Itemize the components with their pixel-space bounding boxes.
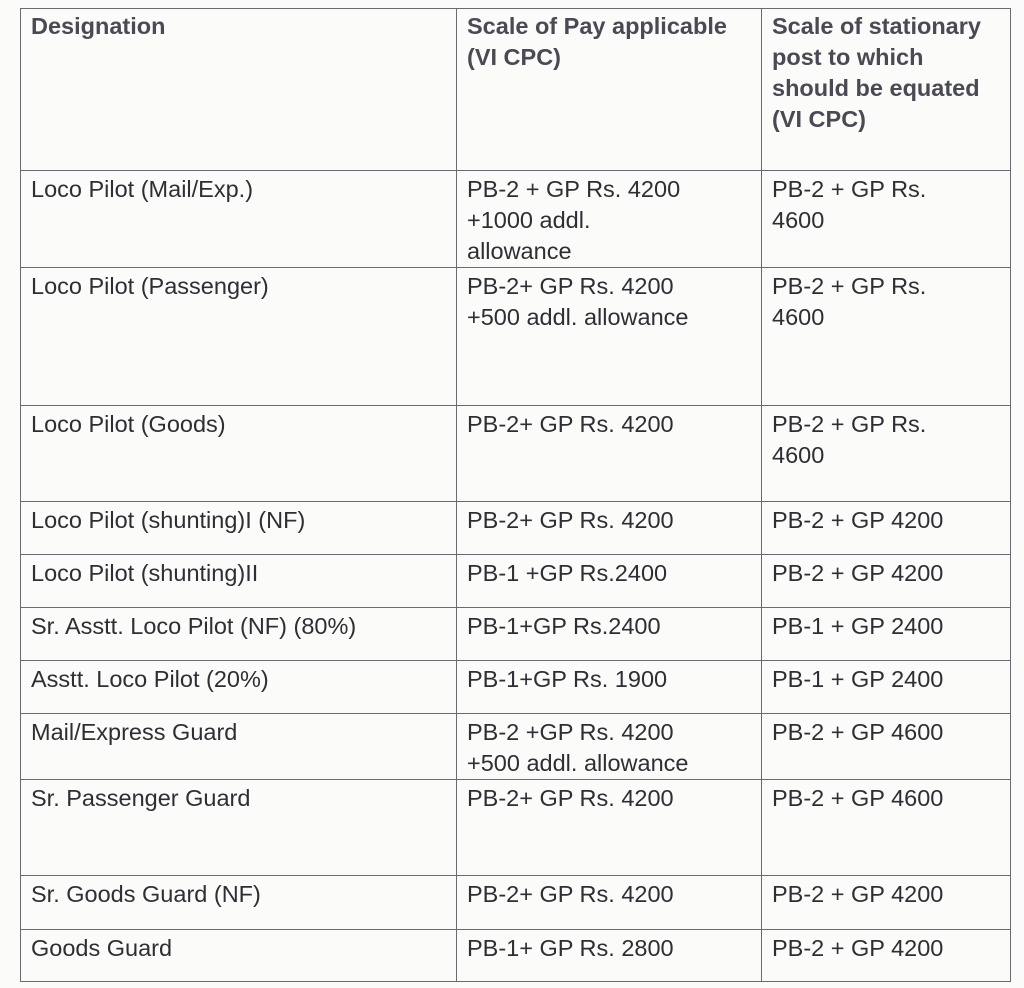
designation-cell: Mail/Express Guard: [21, 714, 457, 780]
header-designation: Designation: [21, 9, 457, 171]
table-row: [21, 555, 1011, 608]
stationary-post-cell: PB-2 + GP Rs. 4600: [762, 171, 1011, 268]
table-row: [21, 930, 1011, 982]
header-stationary-post: Scale of stationary post to which should be equated (VI CPC): [762, 9, 1011, 171]
table-row: [21, 171, 1011, 268]
pay-scale-cell: PB-1+ GP Rs. 2800: [457, 930, 762, 982]
designation-cell: Loco Pilot (Goods): [21, 406, 457, 502]
stationary-post-cell: PB-2 + GP 4200: [762, 502, 1011, 555]
stationary-post-cell: PB-2 + GP 4200: [762, 930, 1011, 982]
pay-scale-cell: PB-2 + GP Rs. 4200 +1000 addl. allowance: [457, 171, 762, 268]
pay-scale-cell: PB-2 +GP Rs. 4200 +500 addl. allowance: [457, 714, 762, 780]
designation-cell: Loco Pilot (Passenger): [21, 268, 457, 406]
designation-cell: Loco Pilot (shunting)II: [21, 555, 457, 608]
stationary-post-cell: PB-2 + GP Rs. 4600: [762, 406, 1011, 502]
table-row: [21, 268, 1011, 406]
stationary-post-cell: PB-2 + GP 4600: [762, 714, 1011, 780]
table-row: [21, 876, 1011, 930]
designation-cell: Loco Pilot (shunting)I (NF): [21, 502, 457, 555]
designation-cell: Sr. Goods Guard (NF): [21, 876, 457, 930]
stationary-post-cell: PB-2 + GP 4200: [762, 555, 1011, 608]
table-row: [21, 661, 1011, 714]
header-pay-scale: Scale of Pay applicable (VI CPC): [457, 9, 762, 171]
stationary-post-cell: PB-2 + GP 4600: [762, 780, 1011, 876]
pay-scale-cell: PB-2+ GP Rs. 4200: [457, 502, 762, 555]
pay-scale-cell: PB-2+ GP Rs. 4200: [457, 780, 762, 876]
stationary-post-cell: PB-1 + GP 2400: [762, 661, 1011, 714]
pay-scale-cell: PB-1 +GP Rs.2400: [457, 555, 762, 608]
table-row: [21, 714, 1011, 780]
header-row: [21, 9, 1011, 171]
pay-scale-table: [20, 8, 1011, 982]
stationary-post-cell: PB-2 + GP Rs. 4600: [762, 268, 1011, 406]
pay-scale-cell: PB-2+ GP Rs. 4200: [457, 406, 762, 502]
pay-scale-cell: PB-1+GP Rs.2400: [457, 608, 762, 661]
stationary-post-cell: PB-2 + GP 4200: [762, 876, 1011, 930]
table-row: [21, 780, 1011, 876]
designation-cell: Asstt. Loco Pilot (20%): [21, 661, 457, 714]
pay-scale-cell: PB-1+GP Rs. 1900: [457, 661, 762, 714]
designation-cell: Sr. Asstt. Loco Pilot (NF) (80%): [21, 608, 457, 661]
designation-cell: Sr. Passenger Guard: [21, 780, 457, 876]
table-row: [21, 502, 1011, 555]
pay-scale-cell: PB-2+ GP Rs. 4200 +500 addl. allowance: [457, 268, 762, 406]
designation-cell: Loco Pilot (Mail/Exp.): [21, 171, 457, 268]
table-row: [21, 608, 1011, 661]
designation-cell: Goods Guard: [21, 930, 457, 982]
stationary-post-cell: PB-1 + GP 2400: [762, 608, 1011, 661]
pay-scale-cell: PB-2+ GP Rs. 4200: [457, 876, 762, 930]
table-row: [21, 406, 1011, 502]
